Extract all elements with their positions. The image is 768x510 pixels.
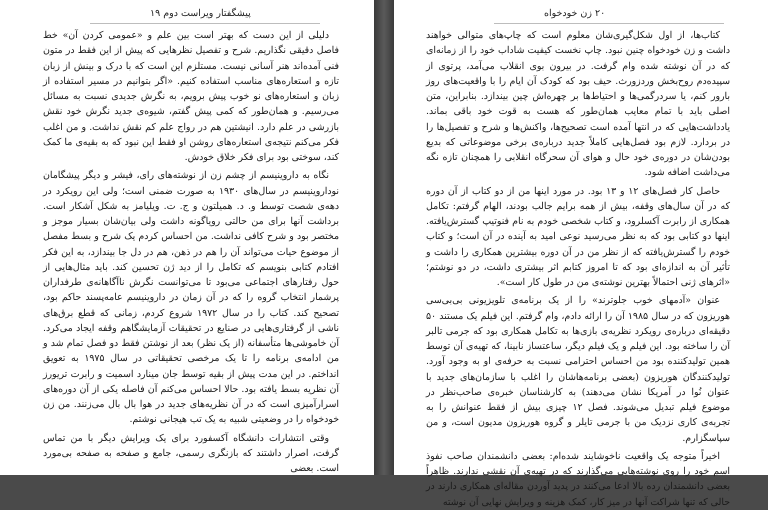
left-paragraph-2: نگاه به داروینیسم از چشم زن از نوشته‌های رای، فیشر و دیگر پیشگامان نوداروینیسم در سال‌های ۱۹۳۰ به صورت ضمنی است؛ ولی این رویکرد در دهه‌ی شصت توسط و. د. همیلتون و ج. ت. ویلیامز به شکل آشکار است. برداشت آنها برای من حالتی رویاگونه داشت ولی بیان‌شان بسیار موجز و مختصر بود و شرح کافی نداشت. من احساس کردم یک شرح و بسط مفصل از موضوع حیات می‌تواند آن را هم در ذهن، هم در دل جا بیندازد، به این فکر افتادم کتابی بنویسم که تکامل را از دید ژن تحسین کند. باید مثال‌هایی از حول رفتارهای اجتماعی می‌بود تا می‌توانست نگرش ناآگاهانه‌ی طرفداران پرشمار انتخاب گروه را که در آن زمان در داروینیسم عامه‌پسند حاکم بود، تصحیح کند. کتاب را در سال ۱۹۷۲ شروع کردم، زمانی که قطع برق‌های ناشی از گرفتاری‌هایی در صنایع در تحقیقات آزمایشگاهم وقفه ایجاد می‌کرد. آن خاموشی‌ها متأسفانه (از یک نظر) بعد از نوشتن فقط دو فصل تمام شد و من ادامه‌ی برنامه را تا یک مرخصی تحقیقاتی در سال ۱۹۷۵ به تعویق انداختم. در این مدت پیش از بقیه توسط جان مینارد اسمیت و رابرت تریورز آن نظریه بسط یافته بود. حالا احساس می‌کنم آن فاصله یکی از آن دوره‌های اسرارآمیزی است که در آن نظریه‌های جدید در هوا بال بال می‌زنند. من زن خودخواه را در وضعیتی شبیه به یک تب هیجانی نوشتم. <box>43 170 340 426</box>
right-paragraph-1: کتاب‌ها، از اول شکل‌گیری‌شان معلوم است که چاپ‌های متوالی خواهند داشت و زن خودخواه چنین نبود. چاپ نخست کیفیت شاداب خود را از زمانه‌ای که در آن نوشته شده وام گرفت. در بیرون بوی انقلاب می‌آمد، پرتوی از سپیده‌دم روح‌بخش وردزورث. حیف بود که کودک آن ایام را با واقعیت‌های روز بارور کنم، یا سردرگمی‌ها و احتیاط‌ها بر چهره‌اش چین بیندازد. بنابراین، متن اصلی باید با تمام معایب همان‌طور که هست به قوت خود باقی بماند. یادداشت‌هایی که در انتها آمده است تصحیح‌ها، واکنش‌ها و شرح و تفصیل‌ها را در بردارد. لازم بود فصل‌هایی کاملاً جدید درباره‌ی برخی موضوعاتی که بدیع بودن‌شان در دوره‌ی خود حال و هوای آن سحرگاه انقلابی را همچنان تازه نگه می‌داشت اضافه شود. <box>426 30 730 179</box>
left-page-header: پیشگفتار ویراست دوم ۱۹ <box>150 8 251 19</box>
right-paragraph-3: عنوان «آدمهای خوب جلوترند» را از یک برنامه‌ی تلویزیونی بی‌بی‌سی هوریزون که در سال ۱۹۸۵ آن را ارائه دادم، وام گرفتم. این فیلم یک مستند ۵۰ دقیقه‌ای درباره‌ی رویکرد نظریه‌ی بازی‌ها به تکامل همکاری بود که جرمی تالبر آن را ساخته بود. این فیلم و یک فیلم دیگر، ساعتساز نابینا، که تهیه‌ی آن توسط همین تولیدکننده بود من احساس احترامی نسبت به حرفه‌ی او به وجود آورد. تولیدکنندگان هوریزون (بعضی برنامه‌هاشان را اغلب با سازمان‌های جدید با عنوان نُوا در آمریکا نشان می‌دهند) به کارشناسان خبره‌ی صاحب‌نظر در موضوع فیلم تبدیل می‌شوند. فصل ۱۲ چیزی بیش از فقط عنوانش را به تجربه‌ی کاری نزدیک من با جرمی تایلر و گروه هوریزون مدیون است، و من سپاسگزارم. <box>426 295 731 444</box>
right-header-rule <box>494 23 724 24</box>
right-page <box>394 0 768 508</box>
left-paragraph-3: وقتی انتشارات دانشگاه آکسفورد برای یک ویرایش دیگر با من تماس گرفت، اصرار داشتند که بازنگری رسمی، جامع و صفحه به صفحه بی‌مورد است. بعضی <box>43 432 339 474</box>
left-paragraph-1: دلیلی از این دست که بهتر است بین علم و «عمومی کردن آن» خط فاصل دقیقی نگذاریم. شرح و تفصیل نظرهایی که پیش از این فقط در متون فنی آمده‌اند هنر آسانی نیست. مستلزم این است که با درک و بینش از زبان تازه و استعاره‌های مناسب استفاده کنیم. «اگر بتوانیم در مسیر استفاده از زبان و استعاره‌های نو خوب پیش برویم، به نگرش جدیدی نسبت به مسائل می‌رسیم. و همان‌طور که کمی پیش گفتم، شیوه‌ی جدید نگرش خود نقش بازرشی در علم دارد. انیشتین هم در رواج علم کم نقش نداشت. و من اغلب فکر می‌کنم نتیجه‌ی استعاره‌های روشن او فقط این نبود که به بقیه‌ی ما کمک کند، سوختی بود برای فکر خلاق خودش. <box>43 30 339 163</box>
right-page-header: ۲۰ زن خودخواه <box>544 8 606 19</box>
right-paragraph-4: اخیراً متوجه یک واقعیت ناخوشایند شده‌ام: بعضی دانشمندان صاحب نفوذ اسم خود را روی نوشته‌هایی می‌گذارند که در تهیه‌ی آن نقشی ندارند. ظاهراً بعضی دانشمندان رده بالا ادعا می‌کنند در پدید آوردن مقاله‌ای همکاری دارند در حالی که تنها شراکت آنها در میز کار، کمک هزینه و ویرایش نهایی آن نوشته <box>426 450 730 508</box>
page-gutter <box>374 0 394 475</box>
left-header-rule <box>90 23 320 24</box>
left-page-body <box>43 28 339 476</box>
left-page <box>0 0 374 475</box>
right-paragraph-2: حاصل کار فصل‌های ۱۲ و ۱۳ بود. در مورد اینها من از دو کتاب از آن دوره که در آن سال‌های وقفه، بیش از همه برایم جالب بودند، الهام گرفتم: تکامل همکاری از رابرت آکسلرود، و کتاب شخصی خودم به نام فنوتیپ گسترش‌یافته. اینها دو کتابی بود که به نظر می‌رسید نوعی امید به آینده در آن است؛ و کتاب خودم را گسترش‌یافته که از نظر من در آن دوره بیشترین همکاری را داشت و تأثیر آن به اندازه‌ای بود که تا امروز کتابم اثر بیشتری داشت، در دو نوشتم؛ «اثرهای ژنی احتمالاً بهترین نوشته‌ی من در طول کار است». <box>426 185 730 288</box>
right-page-body <box>426 28 730 510</box>
